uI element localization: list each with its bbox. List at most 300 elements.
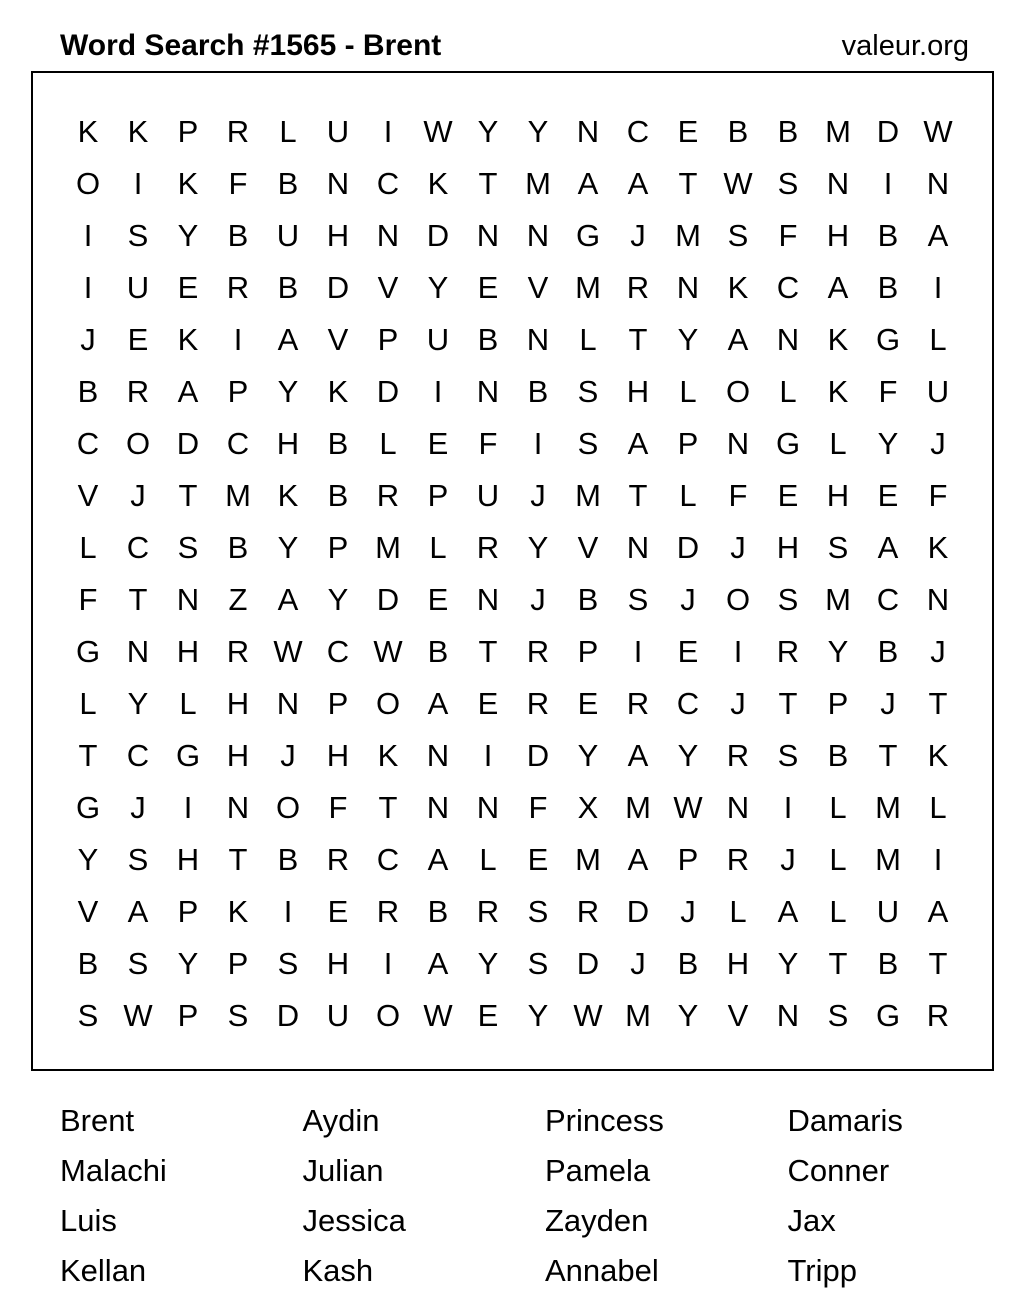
grid-cell[interactable]: K	[227, 893, 249, 929]
grid-cell[interactable]: P	[327, 685, 349, 721]
grid-cell[interactable]: B	[877, 217, 899, 253]
grid-cell[interactable]: W	[673, 789, 703, 825]
grid-cell[interactable]: O	[725, 373, 751, 409]
grid-cell[interactable]: N	[226, 789, 250, 825]
grid-cell[interactable]: D	[376, 581, 400, 617]
grid-cell[interactable]: N	[476, 581, 500, 617]
grid-cell[interactable]: M	[625, 789, 651, 825]
grid-cell[interactable]: Y	[677, 321, 699, 357]
grid-cell[interactable]: A	[877, 529, 899, 565]
grid-cell[interactable]: N	[376, 217, 400, 253]
grid-cell[interactable]: D	[326, 269, 350, 305]
grid-cell[interactable]: F	[528, 789, 548, 825]
grid-cell[interactable]: U	[426, 321, 450, 357]
grid-cell[interactable]: Y	[177, 217, 199, 253]
grid-cell[interactable]: F	[228, 165, 248, 201]
grid-cell[interactable]: D	[876, 113, 900, 149]
grid-cell[interactable]: K	[127, 113, 149, 149]
grid-cell[interactable]: Y	[527, 997, 549, 1033]
grid-cell[interactable]: S	[577, 373, 599, 409]
grid-cell[interactable]: L	[929, 321, 947, 357]
grid-cell[interactable]: R	[926, 997, 950, 1033]
grid-cell[interactable]: T	[78, 737, 98, 773]
grid-cell[interactable]: P	[377, 321, 399, 357]
grid-cell[interactable]: A	[427, 841, 449, 877]
grid-cell[interactable]: B	[227, 529, 249, 565]
grid-cell[interactable]: Y	[577, 737, 599, 773]
grid-cell[interactable]: N	[426, 789, 450, 825]
grid-cell[interactable]: K	[177, 321, 199, 357]
grid-cell[interactable]: N	[926, 581, 950, 617]
grid-cell[interactable]: N	[676, 269, 700, 305]
grid-cell[interactable]: G	[875, 997, 901, 1033]
grid-cell[interactable]: E	[427, 581, 449, 617]
grid-cell[interactable]: N	[476, 789, 500, 825]
grid-cell[interactable]: M	[875, 841, 901, 877]
grid-cell[interactable]: A	[777, 893, 799, 929]
grid-cell[interactable]: N	[426, 737, 450, 773]
grid-cell[interactable]: Y	[477, 945, 499, 981]
grid-cell[interactable]: P	[677, 425, 699, 461]
grid-cell[interactable]: A	[427, 945, 449, 981]
grid-cell[interactable]: U	[476, 477, 500, 513]
grid-cell[interactable]: N	[126, 633, 150, 669]
grid-cell[interactable]: C	[876, 581, 900, 617]
grid-cell[interactable]: E	[877, 477, 899, 513]
grid-cell[interactable]: S	[827, 997, 849, 1033]
grid-cell[interactable]: M	[675, 217, 701, 253]
grid-cell[interactable]: L	[829, 425, 847, 461]
grid-cell[interactable]: B	[527, 373, 549, 409]
grid-cell[interactable]: W	[373, 633, 403, 669]
grid-cell[interactable]: O	[375, 997, 401, 1033]
grid-cell[interactable]: W	[423, 113, 453, 149]
grid-cell[interactable]: T	[778, 685, 798, 721]
grid-cell[interactable]: L	[379, 425, 397, 461]
grid-cell[interactable]: I	[733, 633, 743, 669]
grid-cell[interactable]: J	[130, 477, 146, 513]
grid-cell[interactable]: I	[283, 893, 293, 929]
grid-cell[interactable]: S	[177, 529, 199, 565]
grid-cell[interactable]: V	[577, 529, 599, 565]
grid-cell[interactable]: A	[727, 321, 749, 357]
grid-cell[interactable]: S	[227, 997, 249, 1033]
grid-cell[interactable]: R	[776, 633, 800, 669]
grid-cell[interactable]: N	[776, 321, 800, 357]
grid-cell[interactable]: R	[726, 737, 750, 773]
grid-cell[interactable]: L	[179, 685, 197, 721]
grid-cell[interactable]: T	[228, 841, 248, 877]
grid-cell[interactable]: J	[130, 789, 146, 825]
grid-cell[interactable]: P	[577, 633, 599, 669]
grid-cell[interactable]: M	[575, 269, 601, 305]
grid-cell[interactable]: I	[933, 269, 943, 305]
grid-cell[interactable]: O	[75, 165, 101, 201]
grid-cell[interactable]: J	[880, 685, 896, 721]
grid-cell[interactable]: H	[326, 737, 350, 773]
grid-cell[interactable]: L	[779, 373, 797, 409]
grid-cell[interactable]: L	[679, 477, 697, 513]
grid-cell[interactable]: W	[573, 997, 603, 1033]
grid-cell[interactable]: S	[777, 165, 799, 201]
grid-cell[interactable]: I	[83, 217, 93, 253]
grid-cell[interactable]: M	[375, 529, 401, 565]
grid-cell[interactable]: J	[930, 633, 946, 669]
grid-cell[interactable]: A	[827, 269, 849, 305]
grid-cell[interactable]: P	[227, 373, 249, 409]
grid-cell[interactable]: F	[928, 477, 948, 513]
grid-cell[interactable]: J	[680, 893, 696, 929]
grid-cell[interactable]: J	[730, 529, 746, 565]
grid-cell[interactable]: P	[827, 685, 849, 721]
grid-cell[interactable]: K	[177, 165, 199, 201]
grid-cell[interactable]: D	[376, 373, 400, 409]
grid-cell[interactable]: N	[476, 217, 500, 253]
grid-cell[interactable]: C	[326, 633, 350, 669]
grid-cell[interactable]: S	[527, 893, 549, 929]
grid-cell[interactable]: A	[277, 581, 299, 617]
grid-cell[interactable]: I	[233, 321, 243, 357]
grid-cell[interactable]: A	[177, 373, 199, 409]
grid-cell[interactable]: H	[326, 945, 350, 981]
grid-cell[interactable]: S	[777, 737, 799, 773]
grid-cell[interactable]: O	[375, 685, 401, 721]
grid-cell[interactable]: T	[128, 581, 148, 617]
grid-cell[interactable]: K	[927, 737, 949, 773]
grid-cell[interactable]: E	[777, 477, 799, 513]
grid-cell[interactable]: H	[276, 425, 300, 461]
grid-cell[interactable]: O	[125, 425, 151, 461]
grid-cell[interactable]: H	[776, 529, 800, 565]
grid-cell[interactable]: K	[377, 737, 399, 773]
grid-cell[interactable]: E	[427, 425, 449, 461]
grid-cell[interactable]: A	[427, 685, 449, 721]
grid-cell[interactable]: P	[327, 529, 349, 565]
grid-cell[interactable]: C	[376, 165, 400, 201]
grid-cell[interactable]: U	[276, 217, 300, 253]
grid-cell[interactable]: H	[176, 841, 200, 877]
grid-cell[interactable]: T	[478, 633, 498, 669]
grid-cell[interactable]: Y	[177, 945, 199, 981]
grid-cell[interactable]: I	[633, 633, 643, 669]
grid-cell[interactable]: E	[477, 997, 499, 1033]
grid-cell[interactable]: C	[76, 425, 100, 461]
grid-cell[interactable]: T	[678, 165, 698, 201]
grid-cell[interactable]: T	[178, 477, 198, 513]
grid-cell[interactable]: A	[627, 425, 649, 461]
grid-cell[interactable]: B	[327, 477, 349, 513]
grid-cell[interactable]: F	[328, 789, 348, 825]
grid-cell[interactable]: D	[526, 737, 550, 773]
grid-cell[interactable]: D	[426, 217, 450, 253]
grid-cell[interactable]: W	[923, 113, 953, 149]
grid-cell[interactable]: Y	[477, 113, 499, 149]
grid-cell[interactable]: H	[626, 373, 650, 409]
grid-cell[interactable]: B	[827, 737, 849, 773]
grid-cell[interactable]: H	[726, 945, 750, 981]
grid-cell[interactable]: W	[273, 633, 303, 669]
grid-cell[interactable]: R	[526, 633, 550, 669]
grid-cell[interactable]: Y	[427, 269, 449, 305]
grid-cell[interactable]: Y	[677, 737, 699, 773]
grid-cell[interactable]: Y	[77, 841, 99, 877]
grid-cell[interactable]: Y	[827, 633, 849, 669]
grid-cell[interactable]: P	[177, 893, 199, 929]
grid-cell[interactable]: R	[526, 685, 550, 721]
grid-cell[interactable]: S	[127, 841, 149, 877]
grid-cell[interactable]: K	[277, 477, 299, 513]
grid-cell[interactable]: C	[126, 529, 150, 565]
grid-cell[interactable]: B	[477, 321, 499, 357]
grid-cell[interactable]: B	[877, 945, 899, 981]
grid-cell[interactable]: T	[628, 477, 648, 513]
grid-cell[interactable]: N	[526, 321, 550, 357]
grid-cell[interactable]: Y	[677, 997, 699, 1033]
grid-cell[interactable]: O	[725, 581, 751, 617]
grid-cell[interactable]: R	[226, 633, 250, 669]
grid-cell[interactable]: R	[326, 841, 350, 877]
grid-cell[interactable]: N	[576, 113, 600, 149]
grid-cell[interactable]: E	[677, 633, 699, 669]
grid-cell[interactable]: B	[427, 893, 449, 929]
grid-cell[interactable]: G	[875, 321, 901, 357]
grid-cell[interactable]: B	[427, 633, 449, 669]
grid-cell[interactable]: E	[127, 321, 149, 357]
grid-cell[interactable]: J	[530, 581, 546, 617]
grid-cell[interactable]: P	[427, 477, 449, 513]
grid-cell[interactable]: L	[79, 529, 97, 565]
grid-cell[interactable]: D	[276, 997, 300, 1033]
grid-cell[interactable]: T	[478, 165, 498, 201]
grid-cell[interactable]: V	[377, 269, 399, 305]
grid-cell[interactable]: G	[775, 425, 801, 461]
grid-cell[interactable]: I	[133, 165, 143, 201]
grid-cell[interactable]: D	[176, 425, 200, 461]
grid-cell[interactable]: L	[829, 893, 847, 929]
grid-cell[interactable]: J	[930, 425, 946, 461]
grid-cell[interactable]: I	[483, 737, 493, 773]
grid-cell[interactable]: M	[875, 789, 901, 825]
grid-cell[interactable]: N	[526, 217, 550, 253]
grid-cell[interactable]: R	[626, 269, 650, 305]
grid-cell[interactable]: S	[277, 945, 299, 981]
grid-cell[interactable]: R	[726, 841, 750, 877]
grid-cell[interactable]: T	[378, 789, 398, 825]
grid-cell[interactable]: N	[276, 685, 300, 721]
grid-cell[interactable]: F	[778, 217, 798, 253]
grid-cell[interactable]: S	[77, 997, 99, 1033]
grid-cell[interactable]: C	[776, 269, 800, 305]
grid-cell[interactable]: R	[376, 893, 400, 929]
grid-cell[interactable]: L	[429, 529, 447, 565]
grid-cell[interactable]: R	[476, 893, 500, 929]
grid-cell[interactable]: V	[77, 477, 99, 513]
grid-cell[interactable]: C	[126, 737, 150, 773]
grid-cell[interactable]: G	[575, 217, 601, 253]
grid-cell[interactable]: B	[677, 945, 699, 981]
grid-cell[interactable]: Y	[877, 425, 899, 461]
grid-cell[interactable]: N	[826, 165, 850, 201]
grid-cell[interactable]: Y	[277, 529, 299, 565]
grid-cell[interactable]: M	[825, 581, 851, 617]
grid-cell[interactable]: C	[376, 841, 400, 877]
grid-cell[interactable]: H	[226, 737, 250, 773]
grid-cell[interactable]: A	[277, 321, 299, 357]
grid-cell[interactable]: S	[577, 425, 599, 461]
grid-cell[interactable]: L	[729, 893, 747, 929]
grid-cell[interactable]: S	[127, 945, 149, 981]
grid-cell[interactable]: N	[926, 165, 950, 201]
grid-cell[interactable]: N	[726, 425, 750, 461]
grid-cell[interactable]: N	[726, 789, 750, 825]
grid-cell[interactable]: L	[679, 373, 697, 409]
grid-cell[interactable]: G	[75, 789, 101, 825]
grid-cell[interactable]: Y	[527, 113, 549, 149]
grid-cell[interactable]: K	[827, 321, 849, 357]
grid-cell[interactable]: B	[77, 373, 99, 409]
grid-cell[interactable]: B	[327, 425, 349, 461]
grid-cell[interactable]: R	[576, 893, 600, 929]
grid-cell[interactable]: L	[279, 113, 297, 149]
grid-cell[interactable]: R	[376, 477, 400, 513]
grid-cell[interactable]: I	[933, 841, 943, 877]
grid-cell[interactable]: Y	[527, 529, 549, 565]
grid-cell[interactable]: I	[783, 789, 793, 825]
grid-cell[interactable]: P	[177, 997, 199, 1033]
grid-cell[interactable]: K	[327, 373, 349, 409]
grid-cell[interactable]: S	[627, 581, 649, 617]
grid-cell[interactable]: E	[677, 113, 699, 149]
grid-cell[interactable]: L	[79, 685, 97, 721]
grid-cell[interactable]: Y	[777, 945, 799, 981]
grid-cell[interactable]: I	[383, 945, 393, 981]
grid-cell[interactable]: R	[626, 685, 650, 721]
grid-cell[interactable]: F	[878, 373, 898, 409]
grid-cell[interactable]: M	[575, 841, 601, 877]
grid-cell[interactable]: S	[827, 529, 849, 565]
grid-cell[interactable]: J	[630, 945, 646, 981]
grid-cell[interactable]: S	[727, 217, 749, 253]
grid-cell[interactable]: L	[829, 841, 847, 877]
grid-cell[interactable]: N	[176, 581, 200, 617]
grid-cell[interactable]: K	[77, 113, 99, 149]
grid-cell[interactable]: E	[527, 841, 549, 877]
grid-cell[interactable]: Z	[228, 581, 248, 617]
grid-cell[interactable]: T	[828, 945, 848, 981]
grid-cell[interactable]: F	[78, 581, 98, 617]
grid-cell[interactable]: B	[77, 945, 99, 981]
grid-cell[interactable]: G	[75, 633, 101, 669]
grid-cell[interactable]: C	[676, 685, 700, 721]
grid-cell[interactable]: U	[326, 113, 350, 149]
grid-cell[interactable]: N	[326, 165, 350, 201]
grid-cell[interactable]: S	[527, 945, 549, 981]
grid-cell[interactable]: R	[476, 529, 500, 565]
grid-cell[interactable]: K	[927, 529, 949, 565]
grid-cell[interactable]: M	[825, 113, 851, 149]
grid-cell[interactable]: D	[676, 529, 700, 565]
grid-cell[interactable]: Y	[277, 373, 299, 409]
grid-cell[interactable]: J	[680, 581, 696, 617]
grid-cell[interactable]: M	[625, 997, 651, 1033]
grid-cell[interactable]: N	[626, 529, 650, 565]
grid-cell[interactable]: R	[226, 113, 250, 149]
grid-cell[interactable]: J	[730, 685, 746, 721]
grid-cell[interactable]: V	[527, 269, 549, 305]
grid-cell[interactable]: B	[777, 113, 799, 149]
grid-cell[interactable]: A	[577, 165, 599, 201]
grid-cell[interactable]: C	[226, 425, 250, 461]
grid-cell[interactable]: X	[577, 789, 599, 825]
grid-cell[interactable]: K	[727, 269, 749, 305]
grid-cell[interactable]: W	[723, 165, 753, 201]
grid-cell[interactable]: B	[277, 165, 299, 201]
grid-cell[interactable]: J	[80, 321, 96, 357]
grid-cell[interactable]: A	[627, 841, 649, 877]
grid-cell[interactable]: J	[780, 841, 796, 877]
grid-cell[interactable]: A	[627, 737, 649, 773]
grid-cell[interactable]: V	[77, 893, 99, 929]
grid-cell[interactable]: S	[127, 217, 149, 253]
grid-cell[interactable]: A	[627, 165, 649, 201]
grid-cell[interactable]: U	[876, 893, 900, 929]
grid-cell[interactable]: D	[626, 893, 650, 929]
grid-cell[interactable]: E	[477, 269, 499, 305]
grid-cell[interactable]: E	[577, 685, 599, 721]
grid-cell[interactable]: P	[177, 113, 199, 149]
grid-cell[interactable]: R	[126, 373, 150, 409]
grid-cell[interactable]: T	[928, 685, 948, 721]
grid-cell[interactable]: B	[277, 841, 299, 877]
grid-cell[interactable]: L	[829, 789, 847, 825]
grid-cell[interactable]: P	[227, 945, 249, 981]
grid-cell[interactable]: B	[277, 269, 299, 305]
grid-cell[interactable]: E	[477, 685, 499, 721]
grid-cell[interactable]: L	[579, 321, 597, 357]
grid-cell[interactable]: A	[927, 893, 949, 929]
grid-cell[interactable]: F	[478, 425, 498, 461]
grid-cell[interactable]: J	[630, 217, 646, 253]
grid-cell[interactable]: F	[728, 477, 748, 513]
grid-cell[interactable]: A	[927, 217, 949, 253]
grid-cell[interactable]: H	[226, 685, 250, 721]
grid-cell[interactable]: C	[626, 113, 650, 149]
grid-cell[interactable]: J	[530, 477, 546, 513]
grid-cell[interactable]: K	[427, 165, 449, 201]
grid-cell[interactable]: T	[878, 737, 898, 773]
grid-cell[interactable]: B	[877, 269, 899, 305]
grid-cell[interactable]: N	[776, 997, 800, 1033]
grid-cell[interactable]: H	[826, 477, 850, 513]
grid-cell[interactable]: I	[383, 113, 393, 149]
grid-cell[interactable]: P	[677, 841, 699, 877]
grid-cell[interactable]: L	[929, 789, 947, 825]
grid-cell[interactable]: I	[533, 425, 543, 461]
grid-cell[interactable]: B	[727, 113, 749, 149]
grid-cell[interactable]: T	[628, 321, 648, 357]
grid-cell[interactable]: W	[123, 997, 153, 1033]
grid-cell[interactable]: H	[826, 217, 850, 253]
grid-cell[interactable]: W	[423, 997, 453, 1033]
grid-cell[interactable]: K	[827, 373, 849, 409]
grid-cell[interactable]: B	[577, 581, 599, 617]
grid-cell[interactable]: T	[928, 945, 948, 981]
grid-cell[interactable]: S	[777, 581, 799, 617]
grid-cell[interactable]: B	[877, 633, 899, 669]
grid-cell[interactable]: U	[926, 373, 950, 409]
grid-cell[interactable]: N	[476, 373, 500, 409]
grid-cell[interactable]: M	[575, 477, 601, 513]
